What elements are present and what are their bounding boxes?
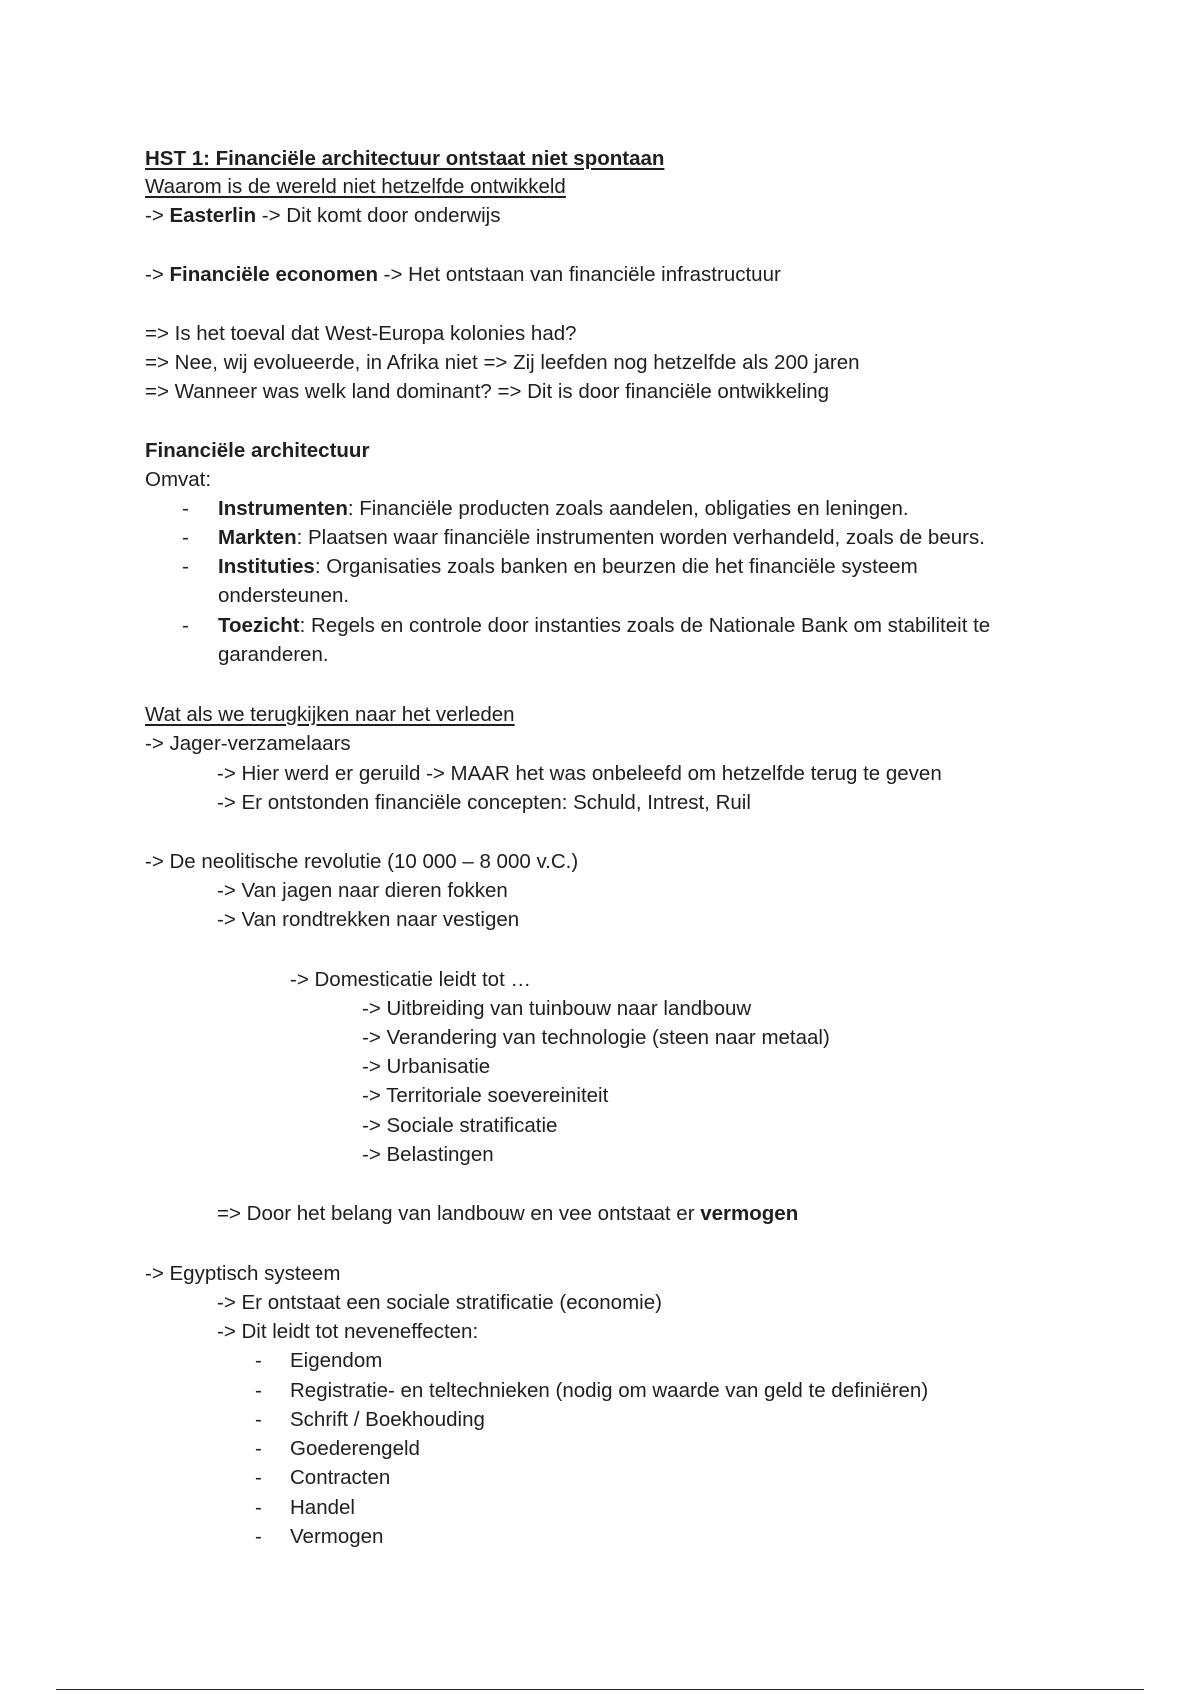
effect-line: -> Uitbreiding van tuinbouw naar landbouw (362, 997, 752, 1020)
conclusion-term: vermogen (700, 1202, 799, 1225)
list-item: Schrift / Boekhouding (290, 1408, 485, 1431)
arrow-prefix: -> (145, 263, 170, 286)
list-item (218, 495, 909, 523)
item-text: : Plaatsen waar financiële instrumenten worden verhandeld, zoals de beurs. (296, 526, 985, 549)
hunters-line: -> Hier werd er geruild -> MAAR het was onbeleefd om hetzelfde terug te geven (217, 762, 942, 785)
list-item (218, 553, 918, 581)
list-item-continuation: garanderen. (218, 643, 329, 666)
page-bottom-divider (56, 1689, 1144, 1690)
bullet-dash: - (182, 614, 189, 637)
bullet-dash: - (255, 1379, 262, 1402)
domestication-line: -> Domesticatie leidt tot … (290, 968, 531, 991)
list-item: Registratie- en teltechnieken (nodig om waarde van geld te definiëren) (290, 1379, 929, 1402)
list-item: Goederengeld (290, 1437, 420, 1460)
list-item: Contracten (290, 1466, 391, 1489)
hunters-title: -> Jager-verzamelaars (145, 732, 351, 755)
question-line-2: => Nee, wij evolueerde, in Afrika niet => Zij leefden nog hetzelfde als 200 jaren (145, 351, 860, 374)
effect-line: -> Sociale stratificatie (362, 1114, 558, 1137)
bullet-dash: - (182, 526, 189, 549)
neolithic-conclusion (217, 1200, 798, 1228)
list-item-continuation: ondersteunen. (218, 584, 350, 607)
bullet-dash: - (182, 555, 189, 578)
chapter-question: Waarom is de wereld niet hetzelfde ontwikkeld (145, 175, 566, 198)
economists-line (145, 261, 781, 289)
item-term: Instrumenten (218, 497, 348, 520)
item-term: Markten (218, 526, 297, 549)
list-item (218, 612, 990, 640)
architecture-intro: Omvat: (145, 468, 212, 491)
item-text: : Financiële producten zoals aandelen, obligaties en leningen. (347, 497, 909, 520)
conclusion-text: => Door het belang van landbouw en vee ontstaat er (217, 1202, 701, 1225)
neolithic-line: -> Van rondtrekken naar vestigen (217, 908, 520, 931)
egypt-line: -> Er ontstaat een sociale stratificatie (economie) (217, 1291, 662, 1314)
egypt-line: -> Dit leidt tot neveneffecten: (217, 1320, 479, 1343)
bullet-dash: - (255, 1525, 262, 1548)
item-term: Toezicht (218, 614, 300, 637)
effect-line: -> Urbanisatie (362, 1055, 491, 1078)
item-text: : Organisaties zoals banken en beurzen die het financiële systeem (314, 555, 918, 578)
item-term: Instituties (218, 555, 315, 578)
arrow-prefix: -> (145, 204, 170, 227)
item-text: : Regels en controle door instanties zoals de Nationale Bank om stabiliteit te (299, 614, 991, 637)
effect-line: -> Belastingen (362, 1143, 494, 1166)
list-item: Eigendom (290, 1349, 383, 1372)
neolithic-line: -> Van jagen naar dieren fokken (217, 879, 508, 902)
economists-text: -> Het ontstaan van financiële infrastructuur (377, 263, 781, 286)
bullet-dash: - (255, 1349, 262, 1372)
bullet-dash: - (255, 1437, 262, 1460)
effect-line: -> Territoriale soevereiniteit (362, 1084, 609, 1107)
bullet-dash: - (255, 1466, 262, 1489)
neolithic-title: -> De neolitische revolutie (10 000 – 8 000 v.C.) (145, 850, 579, 873)
past-heading: Wat als we terugkijken naar het verleden (145, 703, 515, 726)
hunters-line: -> Er ontstonden financiële concepten: Schuld, Intrest, Ruil (217, 791, 751, 814)
effect-line: -> Verandering van technologie (steen naar metaal) (362, 1026, 830, 1049)
easterlin-line (145, 202, 501, 230)
list-item (218, 524, 985, 552)
list-item: Vermogen (290, 1525, 384, 1548)
bullet-dash: - (255, 1496, 262, 1519)
economists-term: Financiële economen (169, 263, 378, 286)
easterlin-text: -> Dit komt door onderwijs (256, 204, 501, 227)
list-item: Handel (290, 1496, 355, 1519)
bullet-dash: - (182, 497, 189, 520)
chapter-title: HST 1: Financiële architectuur ontstaat niet spontaan (145, 147, 665, 170)
bullet-dash: - (255, 1408, 262, 1431)
question-line-1: => Is het toeval dat West-Europa kolonies had? (145, 322, 577, 345)
question-line-3: => Wanneer was welk land dominant? => Dit is door financiële ontwikkeling (145, 380, 830, 403)
egypt-title: -> Egyptisch systeem (145, 1262, 341, 1285)
easterlin-term: Easterlin (169, 204, 257, 227)
architecture-heading: Financiële architectuur (145, 439, 370, 462)
